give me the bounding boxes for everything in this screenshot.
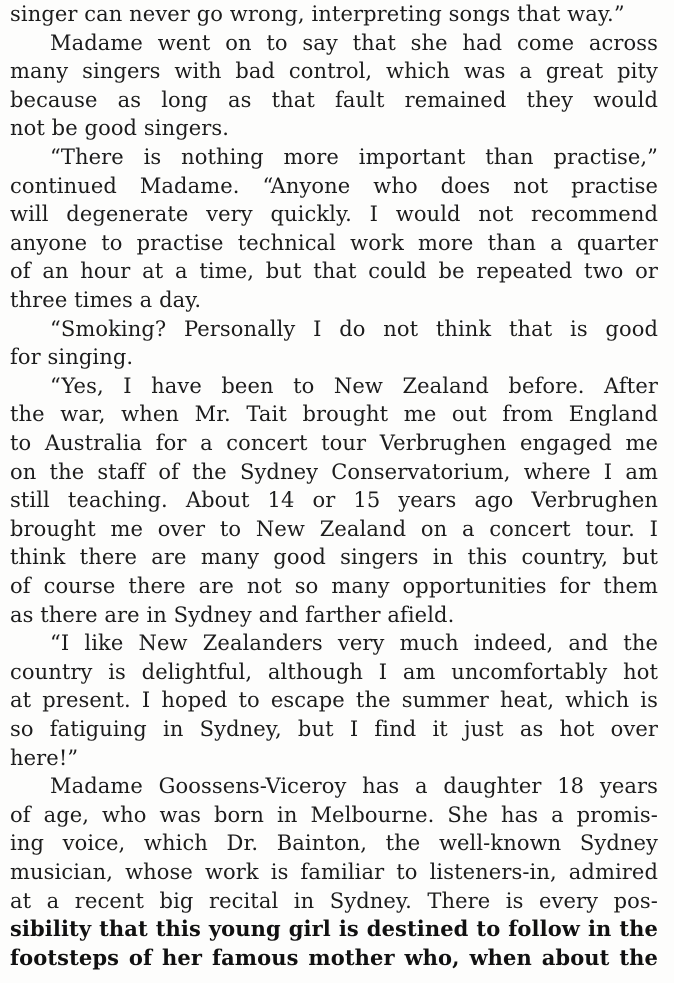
text-line: three times a day. [10, 288, 202, 312]
text-line: of age, who was born in Melbourne. She has a promis- [10, 802, 658, 827]
text-line: Madame Goossens-Viceroy has a daughter 18 years [50, 774, 658, 799]
text-line: still teaching. About 14 or 15 years ago Verbrughen [10, 488, 658, 513]
text-line: of an hour at a time, but that could be repeated two or [10, 259, 658, 284]
text-line: singer can never go wrong, interpreting songs that way.” [10, 2, 625, 26]
text-line: Madame went on to say that she had come across [50, 30, 658, 55]
text-line: will degenerate very quickly. I would not recommend [10, 202, 658, 227]
text-line: think there are many good singers in this country, but [10, 545, 658, 570]
text-line: so fatiguing in Sydney, but I find it just as hot over [10, 717, 658, 741]
text-line: for singing. [10, 345, 134, 370]
text-line: many singers with bad control, which was a great pity [10, 59, 658, 84]
text-line: on the staff of the Sydney Conservatorium, where I am [10, 459, 658, 484]
text-line: ing voice, which Dr. Bainton, the well-known Sydney [10, 831, 658, 856]
text-line: to Australia for a concert tour Verbrughen engaged me [10, 431, 658, 455]
text-line: of course there are not so many opportunities for them [10, 574, 658, 598]
text-line: sibility that this young girl is destined to follow in the [10, 916, 658, 942]
text-line: here!” [10, 745, 79, 770]
text-line: “Smoking? Personally I do not think that is good [50, 316, 658, 341]
text-line: “Yes, I have been to New Zealand before. After [50, 373, 658, 398]
text-line: footsteps of her famous mother who, when about the [10, 944, 658, 970]
text-line: “I like New Zealanders very much indeed, and the [50, 631, 658, 656]
text-line: “There is nothing more important than practise,” [50, 145, 658, 169]
text-line: brought me over to New Zealand on a concert tour. I [10, 516, 658, 541]
text-line: not be good singers. [10, 116, 230, 141]
text-line: the war, when Mr. Tait brought me out from England [10, 402, 658, 427]
text-line: continued Madame. “Anyone who does not practise [10, 173, 658, 198]
text-line: at present. I hoped to escape the summer heat, which is [10, 688, 658, 713]
text-line: country is delightful, although I am uncomfortably hot [10, 659, 658, 684]
text-line: musician, whose work is familiar to listeners-in, admired [10, 860, 658, 884]
text-line: anyone to practise technical work more than a quarter [10, 230, 658, 255]
text-line: because as long as that fault remained they would [10, 87, 658, 112]
text-line: as there are in Sydney and farther afield. [10, 602, 455, 627]
text-line: at a recent big recital in Sydney. There is every pos- [10, 888, 658, 913]
